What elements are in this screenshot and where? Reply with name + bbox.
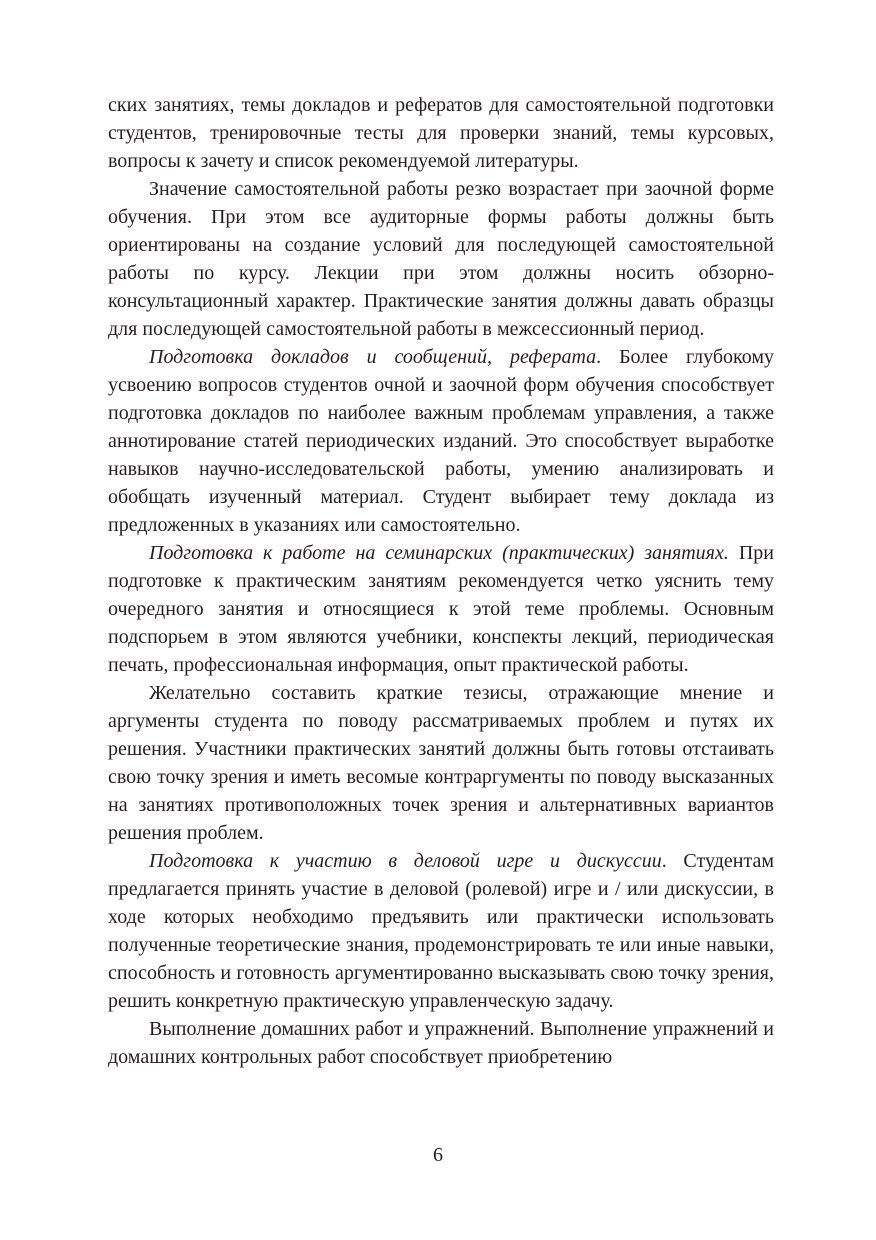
paragraph-4-heading: Подготовка к работе на семинарских (практических) занятиях. bbox=[149, 542, 729, 564]
paragraph-3-text: . Более глубокому усвоению вопросов студентов очной и заочной форм обучения способствует подготовка докладов по наиболее важным проблемам управления, а также аннотирование статей периодических изданий. Это способствует выработке навыков научно-исследовательской работы, умению анализировать и обобщать изученный материал. Студент выбирает тему доклада из предложенных в указаниях или самостоятельно. bbox=[108, 346, 775, 536]
paragraph-5-text: Желательно составить краткие тезисы, отражающие мнение и аргументы студента по поводу рассматриваемых проблем и путях их решения. Участники практических занятий должны быть готовы отстаивать свою точку зрения и иметь весомые контраргументы по поводу высказанных на занятиях противоположных точек зрения и альтернативных вариантов решения проблем. bbox=[108, 682, 774, 844]
paragraph-1 bbox=[108, 91, 774, 175]
paragraph-6-heading: Подготовка к участию в деловой игре и дискуссии bbox=[149, 850, 662, 872]
paragraph-2-text: Значение самостоятельной работы резко возрастает при заочной форме обучения. При этом все аудиторные формы работы должны быть ориентированы на создание условий для последующей самостоятельной работы по курсу. Лекции при этом должны носить обзорно-консультационный характер. Практические занятия должны давать образцы для последующей самостоятельной работы в межсессионный период. bbox=[108, 178, 774, 340]
paragraph-6 bbox=[108, 847, 774, 1015]
paragraph-6-text: . Студентам предлагается принять участие в деловой (ролевой) игре и / или дискуссии, в ходе которых необходимо предъявить или практически использовать полученные теоретические знания, продемонстрировать те или иные навыки, способность и готовность аргументированно высказывать свою точку зрения, решить конкретную практическую управленческую задачу. bbox=[108, 850, 774, 1012]
paragraph-3-heading: Подготовка докладов и сообщений, реферата bbox=[149, 346, 597, 368]
page-body bbox=[108, 91, 774, 1071]
paragraph-4-text: При подготовке к практическим занятиям рекомендуется четко уяснить тему очередного занятия и относящиеся к этой теме проблемы. Основным подспорьем в этом являются учебники, конспекты лекций, периодическая печать, профессиональная информация, опыт практической работы. bbox=[108, 542, 774, 676]
paragraph-5 bbox=[108, 679, 774, 847]
paragraph-1-text: ских занятиях, темы докладов и рефератов для самостоятельной подготовки студентов, тренировочные тесты для проверки знаний, темы курсовых, вопросы к зачету и список рекомендуемой литературы. bbox=[108, 94, 774, 172]
page-number: 6 bbox=[433, 1144, 443, 1166]
paragraph-4 bbox=[108, 539, 774, 679]
paragraph-3 bbox=[108, 343, 774, 539]
paragraph-7-text: Выполнение домашних работ и упражнений. Выполнение упражнений и домашних контрольных работ способствует приобретению bbox=[108, 1018, 774, 1068]
paragraph-2 bbox=[108, 175, 774, 343]
paragraph-7 bbox=[108, 1015, 774, 1071]
